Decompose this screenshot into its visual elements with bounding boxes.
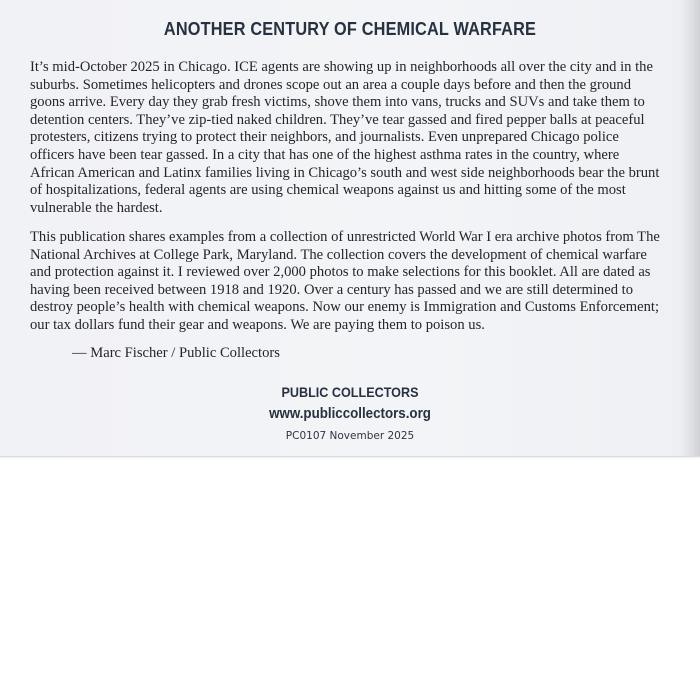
publisher-website: www.publiccollectors.org <box>269 406 431 422</box>
author-signature: — Marc Fischer / Public Collectors <box>72 345 280 361</box>
publication-paragraph: This publication shares examples from a collection of unrestricted World War I era archive photos from The National Archives at College Park, Maryland. The collection covers the development of chemical warfare and protection against it. I reviewed over 2,000 photos to make selections for this booklet. All are dated as having been received between 1918 and 1920. Over a century has passed and we are still determined to destroy people’s health with chemical weapons. Now our enemy is Immigration and Customs Enforcement; our tax dollars fund their gear and weapons. We are paying them to poison us. <box>30 229 660 333</box>
publisher-name: PUBLIC COLLECTORS <box>281 384 419 400</box>
catalog-number: PC0107 November 2025 <box>285 430 415 442</box>
page-title: ANOTHER CENTURY OF CHEMICAL WARFARE <box>163 18 537 39</box>
intro-paragraph: It’s mid-October 2025 in Chicago. ICE agents are showing up in neighborhoods all over the city and in the suburbs. Sometimes helicopters and drones scope out an area a couple days before and then the ground goons arrive. Every day they grab fresh victims, shove them into vans, trucks and SUVs and take them to detention centers. They’ve zip-tied naked children. They’ve tear gassed and fired pepper balls at peaceful protesters, citizens trying to protect their neighbors, and journalists. Even unprepared Chicago police officers have been tear gassed. In a city that has one of the highest asthma rates in the country, where African American and Latinx families living in Chicago’s south and west side neighborhoods bear the brunt of hospitalizations, federal agents are using chemical weapons against us and hitting some of the most vulnerable the hardest. <box>30 59 660 216</box>
